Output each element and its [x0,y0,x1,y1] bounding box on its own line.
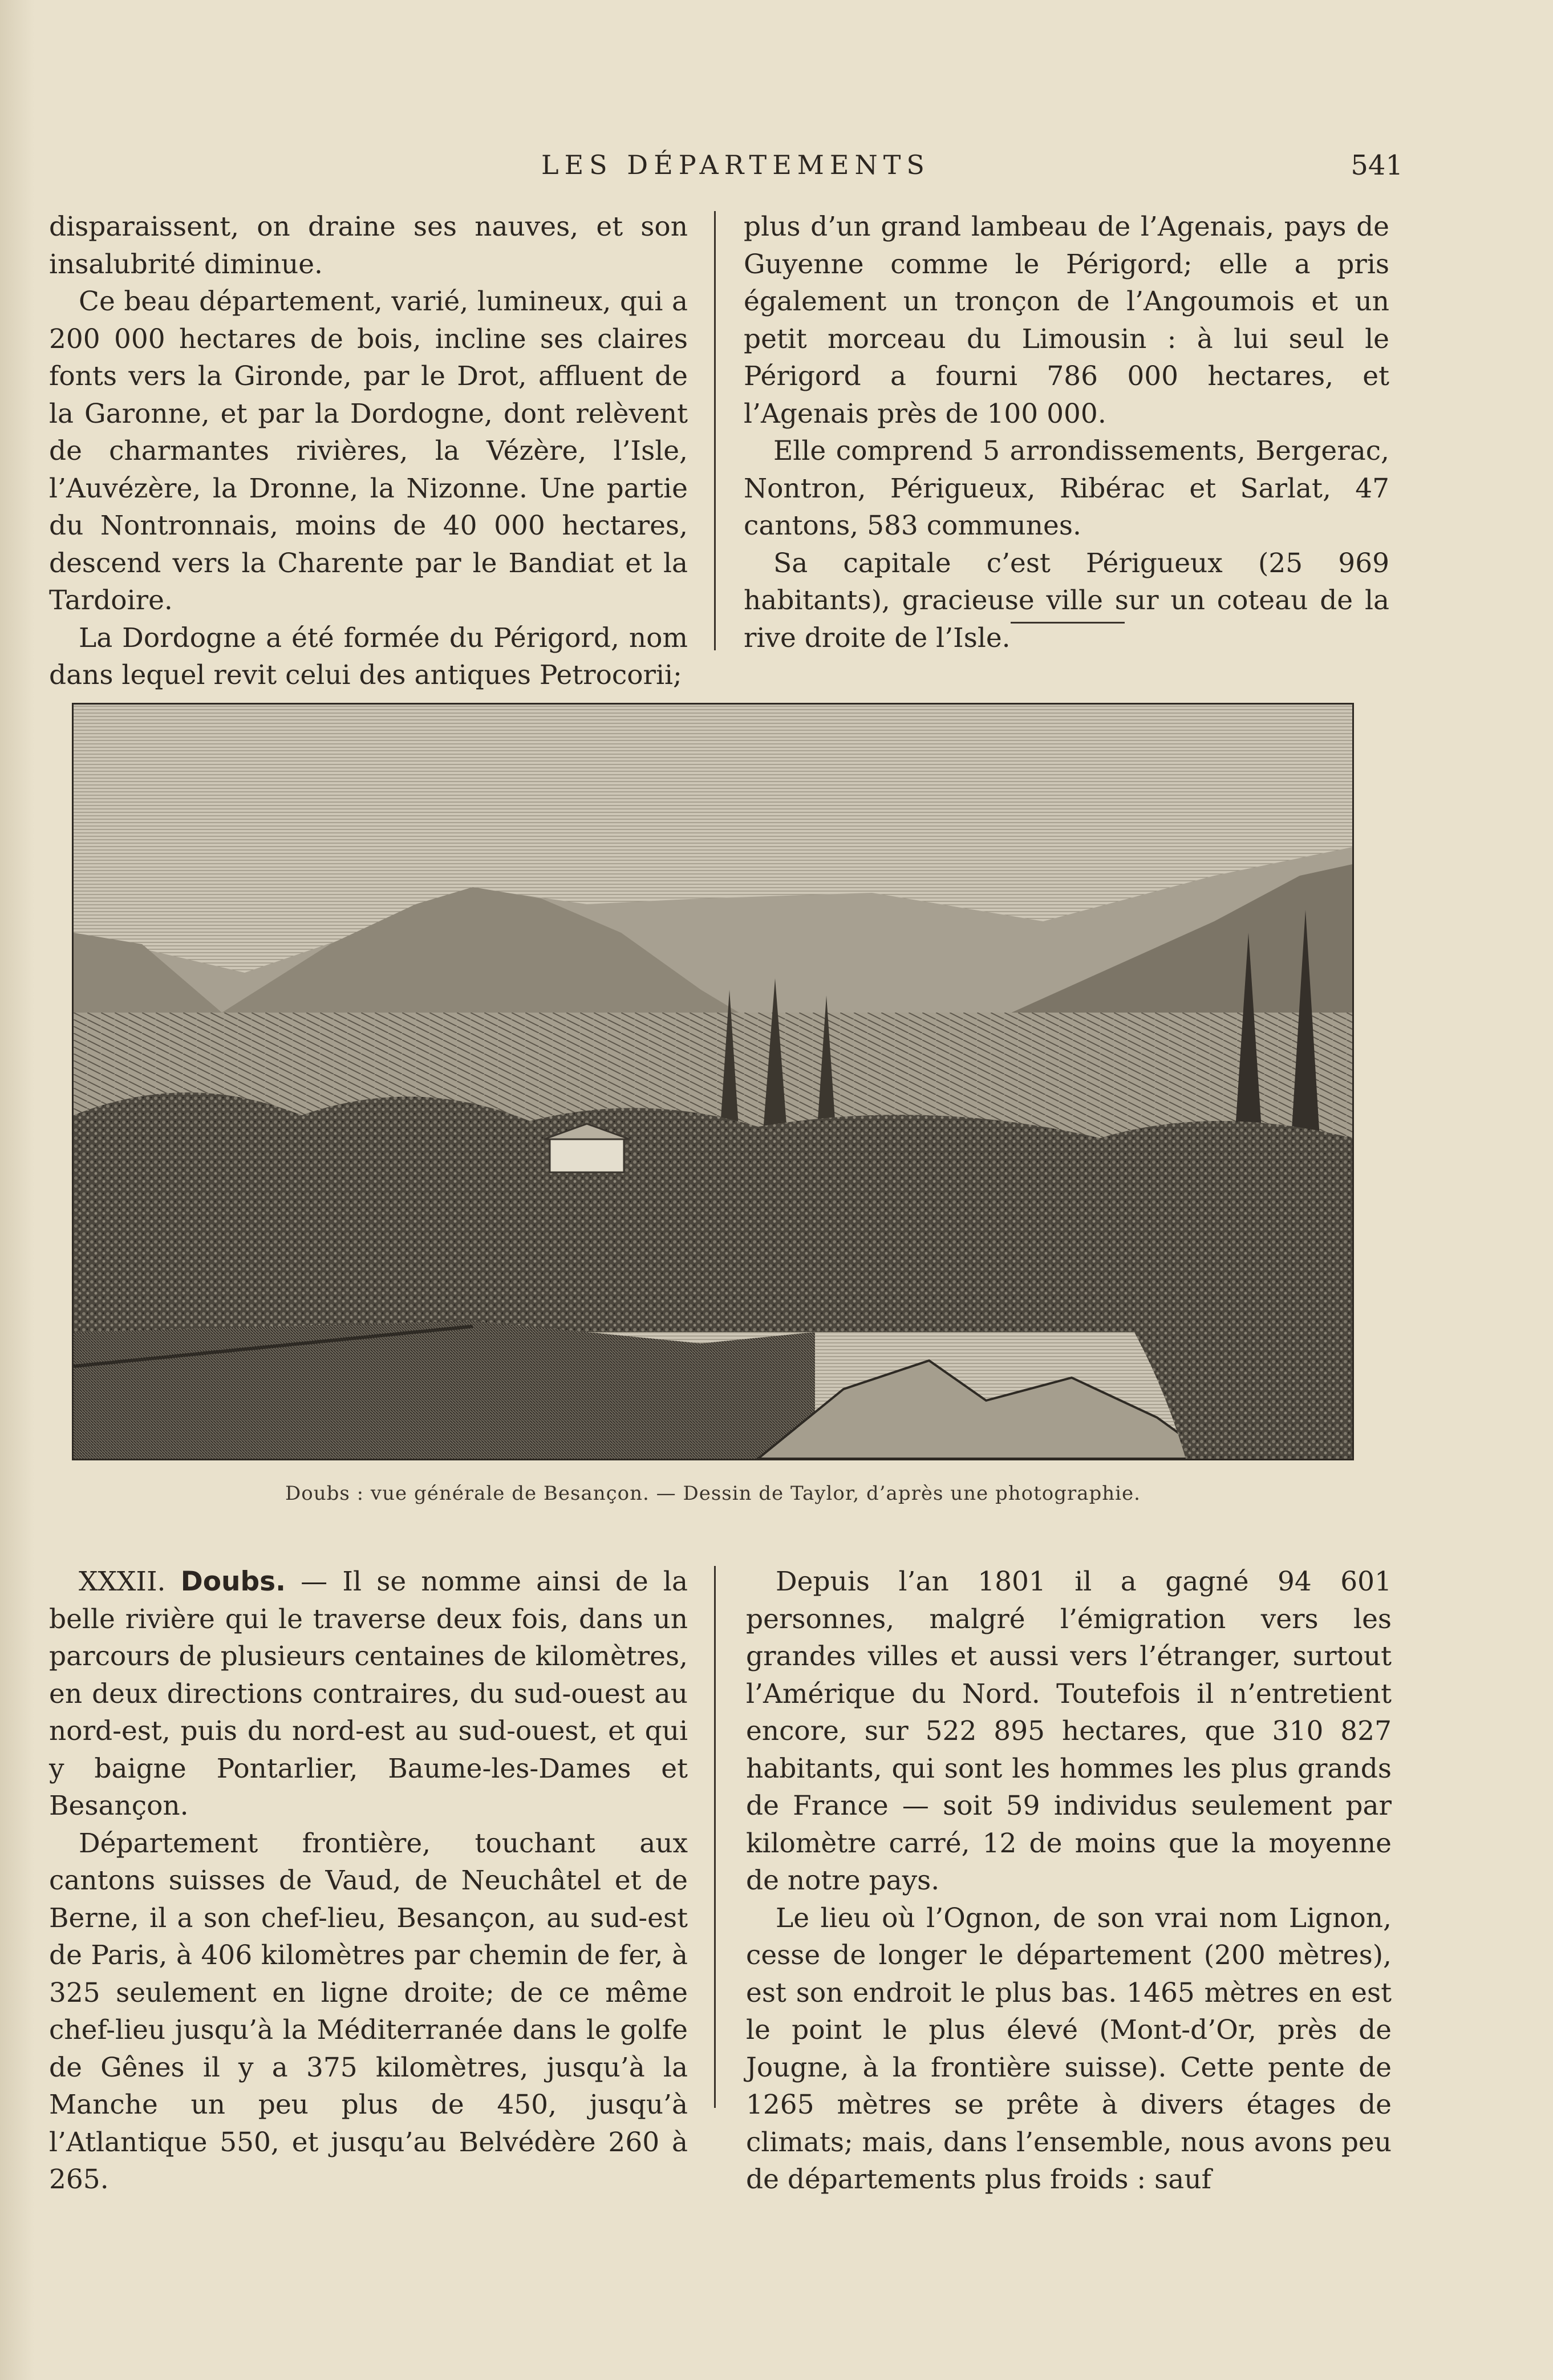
section-number: XXXII. [79,1566,166,1597]
column-bottom-left [49,1563,688,2199]
paragraph: Département frontière, touchant aux cantons suisses de Vaud, de Neuchâtel et de Berne, il a son chef-lieu, Besançon, au sud-est de Paris, à 406 kilomètres par chemin de fer, à 325 seulement en ligne droite; de ce même chef-lieu jusqu’à la Méditerranée dans le golfe de Gênes il y a 375 kilomètres, jusqu’à la Manche un peu plus de 450, jusqu’à l’Atlantique 550, et jusqu’au Belvédère 260 à 265. [49,1827,688,2195]
paragraph: Elle comprend 5 arrondissements, Bergerac, Nontron, Périgueux, Ribérac et Sarlat, 47 cantons, 583 communes. [744,435,1389,541]
paragraph: disparaissent, on draine ses nauves, et son insalubrité diminue. [49,211,688,280]
paragraph: Ce beau département, varié, lumineux, qui a 200 000 hectares de bois, incline ses claires fonts vers la Gironde, par le Drot, affluent de la Garonne, et par la Dordogne, dont relèvent de charmantes rivières, la Vézère, l’Isle, l’Auvézère, la Dronne, la Nizonne. Une partie du Nontronnais, moins de 40 000 hectares, descend vers la Charente par le Bandiat et la Tardoire. [49,286,688,616]
column-divider-bottom [714,1566,716,2108]
paragraph: Depuis l’an 1801 il a gagné 94 601 personnes, malgré l’émigration vers les grandes villes et aussi vers l’étranger, surtout l’Amérique du Nord. Toutefois il n’entretient encore, sur 522 895 hectares, que 310 827 habitants, qui sont les hommes les plus grands de France — soit 59 individus seulement par kilomètre carré, 12 de moins que la moyenne de notre pays. [746,1566,1392,1896]
paragraph: Sa capitale c’est Périgueux (25 969 habitants), gracieuse ville sur un coteau de la rive droite de l’Isle. [744,547,1389,654]
column-divider-top [714,211,716,650]
page-number: 541 [1351,149,1403,181]
column-top-left [49,208,688,694]
paragraph-text: — Il se nomme ainsi de la belle rivière qui le traverse deux fois, dans un parcours de plusieurs centaines de kilomètres, en deux directions contraires, du sud-ouest au nord-est, puis du nord-est au sud-ouest, et qui y baigne Pontarlier, Baume-les-Dames et Besançon. [49,1566,688,1822]
running-head: LES DÉPARTEMENTS [541,149,930,180]
column-bottom-right [746,1563,1392,2199]
engraving-besancon [72,703,1354,1460]
paragraph-doubs-intro [49,1563,688,1825]
paragraph: La Dordogne a été formée du Périgord, nom dans lequel revit celui des antiques Petrocorii; [49,622,688,691]
section-title: Doubs. [180,1566,286,1597]
paragraph: plus d’un grand lambeau de l’Agenais, pays de Guyenne comme le Périgord; elle a pris également un tronçon de l’Angoumois et un petit morceau du Limousin : à lui seul le Périgord a fourni 786 000 hectares, et l’Agenais près de 100 000. [744,211,1389,430]
column-top-right [744,208,1389,657]
figure-caption: Doubs : vue générale de Besançon. — Dessin de Taylor, d’après une photographie. [285,1482,1141,1505]
paragraph: Le lieu où l’Ognon, de son vrai nom Lignon, cesse de longer le département (200 mètres), est son endroit le plus bas. 1465 mètres en est le point le plus élevé (Mont-d’Or, près de Jougne, à la frontière suisse). Cette pente de 1265 mètres se prête à divers étages de climats; mais, dans l’ensemble, nous avons peu de départements plus froids : sauf [746,1902,1392,2195]
page-edge-shadow [0,0,34,2380]
page-header [68,149,1403,189]
section-end-rule [1011,622,1125,624]
